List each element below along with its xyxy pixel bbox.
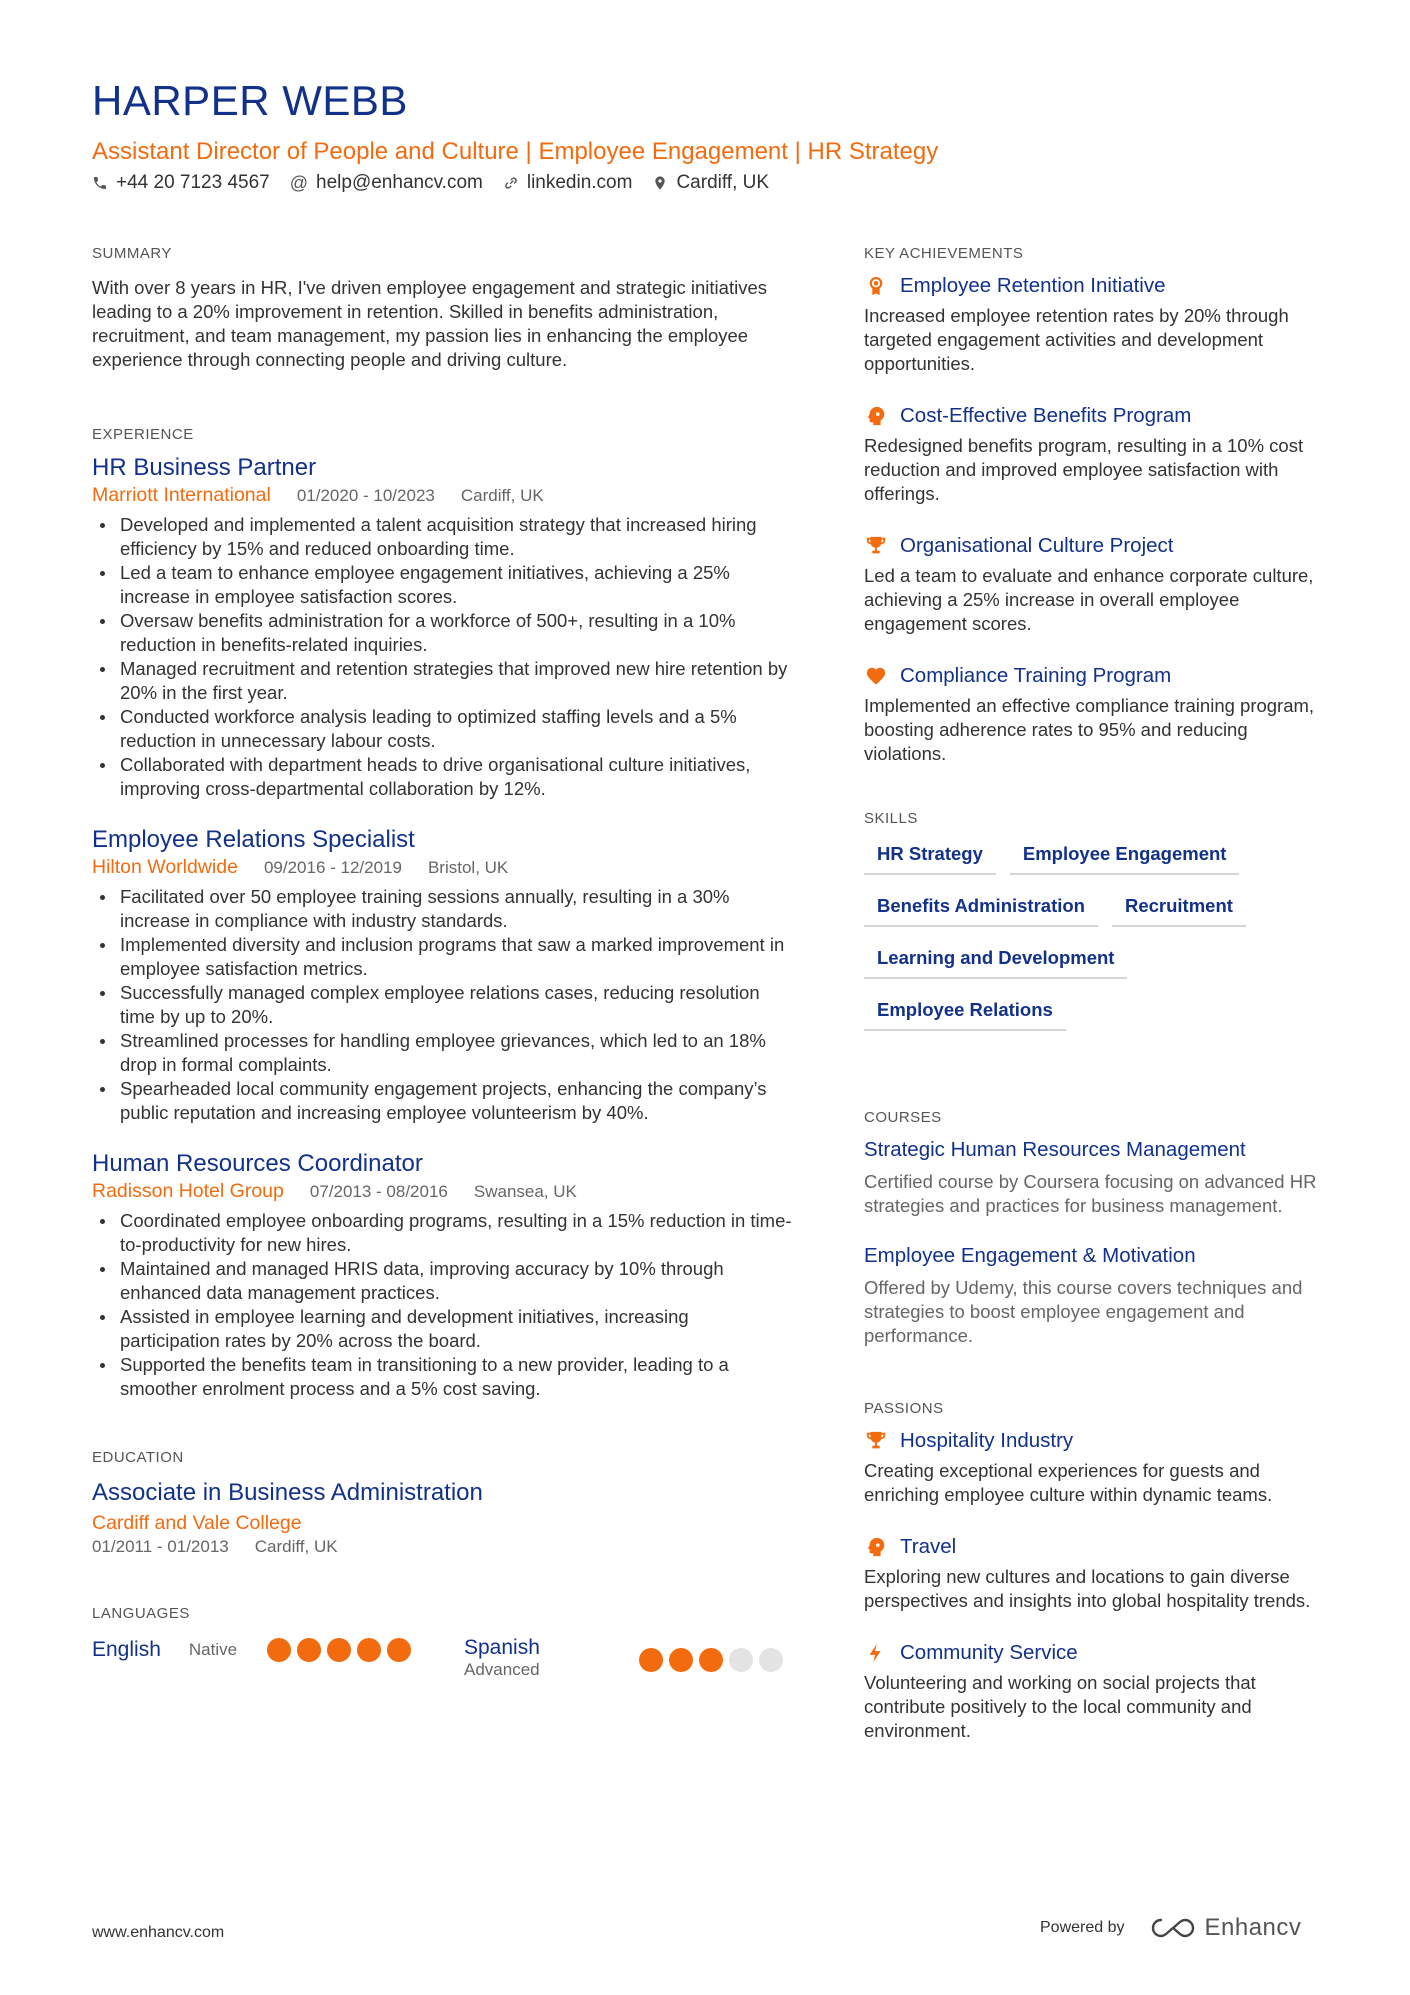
education-dates: 01/2011 - 01/2013 <box>92 1537 229 1556</box>
skill-tag: Benefits Administration <box>864 889 1098 927</box>
job-entry <box>92 1149 792 1401</box>
rating-dot-empty <box>729 1648 753 1672</box>
experience-heading: EXPERIENCE <box>92 426 194 443</box>
infinity-logo-icon <box>1149 1916 1197 1940</box>
job-bullet: Led a team to enhance employee engagement initiatives, achieving a 25% increase in employee satisfaction scores. <box>92 561 792 609</box>
phone-text: +44 20 7123 4567 <box>116 172 270 193</box>
achievements-heading: KEY ACHIEVEMENTS <box>864 245 1024 262</box>
course-title: Strategic Human Resources Management <box>864 1138 1246 1161</box>
achievement-item <box>864 664 1334 766</box>
rating-dot-filled <box>327 1638 351 1662</box>
education-section <box>92 1449 792 1557</box>
passion-header <box>864 1535 1334 1559</box>
achievement-title: Cost-Effective Benefits Program <box>900 404 1192 427</box>
language-name: English <box>92 1638 161 1661</box>
skill-tag: Learning and Development <box>864 941 1127 979</box>
passions-section <box>864 1400 1334 1743</box>
language-rating <box>267 1638 411 1662</box>
achievement-description: Increased employee retention rates by 20% through targeted engagement activities and development opportunities. <box>864 305 1289 374</box>
languages-heading: LANGUAGES <box>92 1605 190 1622</box>
rating-dot-empty <box>759 1648 783 1672</box>
language-spanish <box>464 1636 784 1680</box>
heart-icon <box>864 664 888 688</box>
passion-header <box>864 1641 1334 1665</box>
rating-dot-filled <box>297 1638 321 1662</box>
contact-email[interactable] <box>290 172 483 194</box>
powered-by-label: Powered by <box>1040 1919 1125 1936</box>
job-bullet: Assisted in employee learning and development initiatives, increasing participation rates by 20% across the board. <box>92 1305 792 1353</box>
left-column <box>92 245 792 1680</box>
achievement-description: Led a team to evaluate and enhance corporate culture, achieving a 25% increase in overall employee engagement scores. <box>864 565 1314 634</box>
job-dates: 09/2016 - 12/2019 <box>263 858 402 877</box>
job-company: Radisson Hotel Group <box>92 1180 284 1202</box>
skills-heading: SKILLS <box>864 810 918 827</box>
language-rating <box>639 1648 783 1672</box>
rating-dot-filled <box>669 1648 693 1672</box>
achievements-section <box>864 245 1334 766</box>
rating-dot-filled <box>387 1638 411 1662</box>
rating-dot-filled <box>267 1638 291 1662</box>
job-bullet: Implemented diversity and inclusion programs that saw a marked improvement in employee satisfaction metrics. <box>92 933 792 981</box>
job-title: HR Business Partner <box>92 454 317 481</box>
achievement-item <box>864 404 1334 506</box>
achievement-header <box>864 404 1334 428</box>
contact-location <box>652 172 769 194</box>
language-english <box>92 1636 464 1662</box>
skill-tag: Recruitment <box>1112 889 1246 927</box>
language-level: Native <box>188 1640 238 1659</box>
achievement-title: Organisational Culture Project <box>900 534 1174 557</box>
job-entry <box>92 453 792 801</box>
education-meta <box>92 1537 792 1557</box>
summary-section <box>92 245 792 372</box>
job-bullet: Streamlined processes for handling employee grievances, which led to an 18% drop in formal complaints. <box>92 1029 792 1077</box>
skills-section <box>864 810 1334 1045</box>
job-bullets <box>92 885 792 1125</box>
link-icon <box>503 175 519 191</box>
job-bullet: Collaborated with department heads to drive organisational culture initiatives, improving cross-departmental collaboration by 12%. <box>92 753 792 801</box>
job-meta <box>92 1180 792 1203</box>
courses-heading: COURSES <box>864 1109 942 1126</box>
job-location: Swansea, UK <box>473 1182 577 1201</box>
job-bullets <box>92 513 792 801</box>
passion-title: Community Service <box>900 1641 1078 1664</box>
job-dates: 07/2013 - 08/2016 <box>309 1182 448 1201</box>
achievement-description: Redesigned benefits program, resulting in a 10% cost reduction and improved employee satisfaction with offerings. <box>864 435 1304 504</box>
achievement-item <box>864 274 1334 376</box>
linkedin-text: linkedin.com <box>526 172 633 193</box>
course-item <box>864 1244 1334 1348</box>
footer-website[interactable]: www.enhancv.com <box>92 1924 225 1941</box>
candidate-name: HARPER WEBB <box>92 77 408 124</box>
courses-section <box>864 1109 1334 1348</box>
job-bullet: Coordinated employee onboarding programs, resulting in a 15% reduction in time-to-productivity for new hires. <box>92 1209 792 1257</box>
skills-list <box>864 837 1334 1045</box>
passions-heading: PASSIONS <box>864 1400 944 1417</box>
contact-phone[interactable] <box>92 172 270 194</box>
job-meta <box>92 484 792 507</box>
trophy-icon <box>864 1429 888 1453</box>
language-level: Advanced <box>464 1660 540 1679</box>
job-entry <box>92 825 792 1125</box>
passion-title: Hospitality Industry <box>900 1429 1074 1452</box>
rating-dot-filled <box>699 1648 723 1672</box>
job-bullet: Facilitated over 50 employee training sessions annually, resulting in a 30% increase in compliance with industry standards. <box>92 885 792 933</box>
job-bullet: Managed recruitment and retention strategies that improved new hire retention by 20% in the first year. <box>92 657 792 705</box>
achievement-title: Employee Retention Initiative <box>900 274 1166 297</box>
course-description: Offered by Udemy, this course covers techniques and strategies to boost employee engagement and performance. <box>864 1277 1303 1346</box>
award-icon <box>864 274 888 298</box>
bolt-icon <box>864 1641 888 1665</box>
rating-dot-filled <box>357 1638 381 1662</box>
course-description: Certified course by Coursera focusing on advanced HR strategies and practices for business management. <box>864 1171 1317 1216</box>
job-company: Hilton Worldwide <box>92 856 238 878</box>
languages-section <box>92 1605 792 1680</box>
job-bullet: Supported the benefits team in transitioning to a new provider, leading to a smoother enrolment process and a 5% cost saving. <box>92 1353 792 1401</box>
head-icon <box>864 1535 888 1559</box>
education-location: Cardiff, UK <box>254 1537 338 1556</box>
language-name: Spanish <box>464 1636 540 1659</box>
education-heading: EDUCATION <box>92 1449 184 1466</box>
job-bullet: Successfully managed complex employee relations cases, reducing resolution time by up to 20%. <box>92 981 792 1029</box>
achievement-header <box>864 534 1334 558</box>
job-bullet: Oversaw benefits administration for a workforce of 500+, resulting in a 10% reduction in benefits-related inquiries. <box>92 609 792 657</box>
contact-bar <box>92 172 769 194</box>
passion-description: Volunteering and working on social projects that contribute positively to the local community and environment. <box>864 1672 1256 1741</box>
language-list <box>92 1636 792 1680</box>
passion-item <box>864 1429 1334 1507</box>
job-dates: 01/2020 - 10/2023 <box>296 486 435 505</box>
phone-icon <box>92 175 108 191</box>
job-bullets <box>92 1209 792 1401</box>
passion-description: Creating exceptional experiences for guests and enriching employee culture within dynamic teams. <box>864 1460 1273 1505</box>
right-column <box>864 245 1334 1771</box>
experience-section <box>92 426 792 1401</box>
candidate-headline: Assistant Director of People and Culture | Employee Engagement | HR Strategy <box>92 138 939 165</box>
job-title: Human Resources Coordinator <box>92 1150 423 1177</box>
passion-item <box>864 1535 1334 1613</box>
location-text: Cardiff, UK <box>676 172 770 193</box>
passion-description: Exploring new cultures and locations to gain diverse perspectives and insights into global hospitality trends. <box>864 1566 1311 1611</box>
summary-heading: SUMMARY <box>92 245 172 262</box>
summary-text: With over 8 years in HR, I've driven employee engagement and strategic initiatives leading to a 20% improvement in retention. Skilled in benefits administration, recruitment, and team management, my passion lies in enhancing the employee experience through connecting people and driving culture. <box>92 277 767 370</box>
passion-title: Travel <box>900 1535 957 1558</box>
skill-tag: Employee Engagement <box>1010 837 1240 875</box>
email-text: help@enhancv.com <box>316 172 483 193</box>
job-bullet: Spearheaded local community engagement projects, enhancing the company’s public reputation and increasing employee volunteerism by 40%. <box>92 1077 792 1125</box>
job-bullet: Developed and implemented a talent acquisition strategy that increased hiring efficiency by 15% and reduced onboarding time. <box>92 513 792 561</box>
achievement-header <box>864 664 1334 688</box>
achievement-description: Implemented an effective compliance training program, boosting adherence rates to 95% and reducing violations. <box>864 695 1315 764</box>
job-location: Bristol, UK <box>427 858 509 877</box>
skill-tag: HR Strategy <box>864 837 996 875</box>
passion-item <box>864 1641 1334 1743</box>
course-title: Employee Engagement & Motivation <box>864 1244 1196 1267</box>
achievement-item <box>864 534 1334 636</box>
job-meta <box>92 856 792 879</box>
achievement-header <box>864 274 1334 298</box>
location-pin-icon <box>652 175 668 191</box>
brand-name: Enhancv <box>1204 1914 1302 1941</box>
job-bullet: Maintained and managed HRIS data, improving accuracy by 10% through enhanced data management practices. <box>92 1257 792 1305</box>
job-company: Marriott International <box>92 484 271 506</box>
job-location: Cardiff, UK <box>460 486 544 505</box>
course-item <box>864 1138 1334 1218</box>
school-name: Cardiff and Vale College <box>92 1512 302 1534</box>
trophy-icon <box>864 534 888 558</box>
passion-header <box>864 1429 1334 1453</box>
head-icon <box>864 404 888 428</box>
language-text <box>464 1636 639 1680</box>
at-icon: @ <box>289 172 309 193</box>
job-bullet: Conducted workforce analysis leading to optimized staffing levels and a 5% reduction in unnecessary labour costs. <box>92 705 792 753</box>
contact-linkedin[interactable] <box>503 172 633 194</box>
brand-logo[interactable] <box>1149 1914 1302 1942</box>
footer-branding <box>1040 1914 1301 1942</box>
skill-tag: Employee Relations <box>864 993 1066 1031</box>
job-title: Employee Relations Specialist <box>92 826 415 853</box>
achievement-title: Compliance Training Program <box>900 664 1172 687</box>
degree-title: Associate in Business Administration <box>92 1479 483 1506</box>
rating-dot-filled <box>639 1648 663 1672</box>
